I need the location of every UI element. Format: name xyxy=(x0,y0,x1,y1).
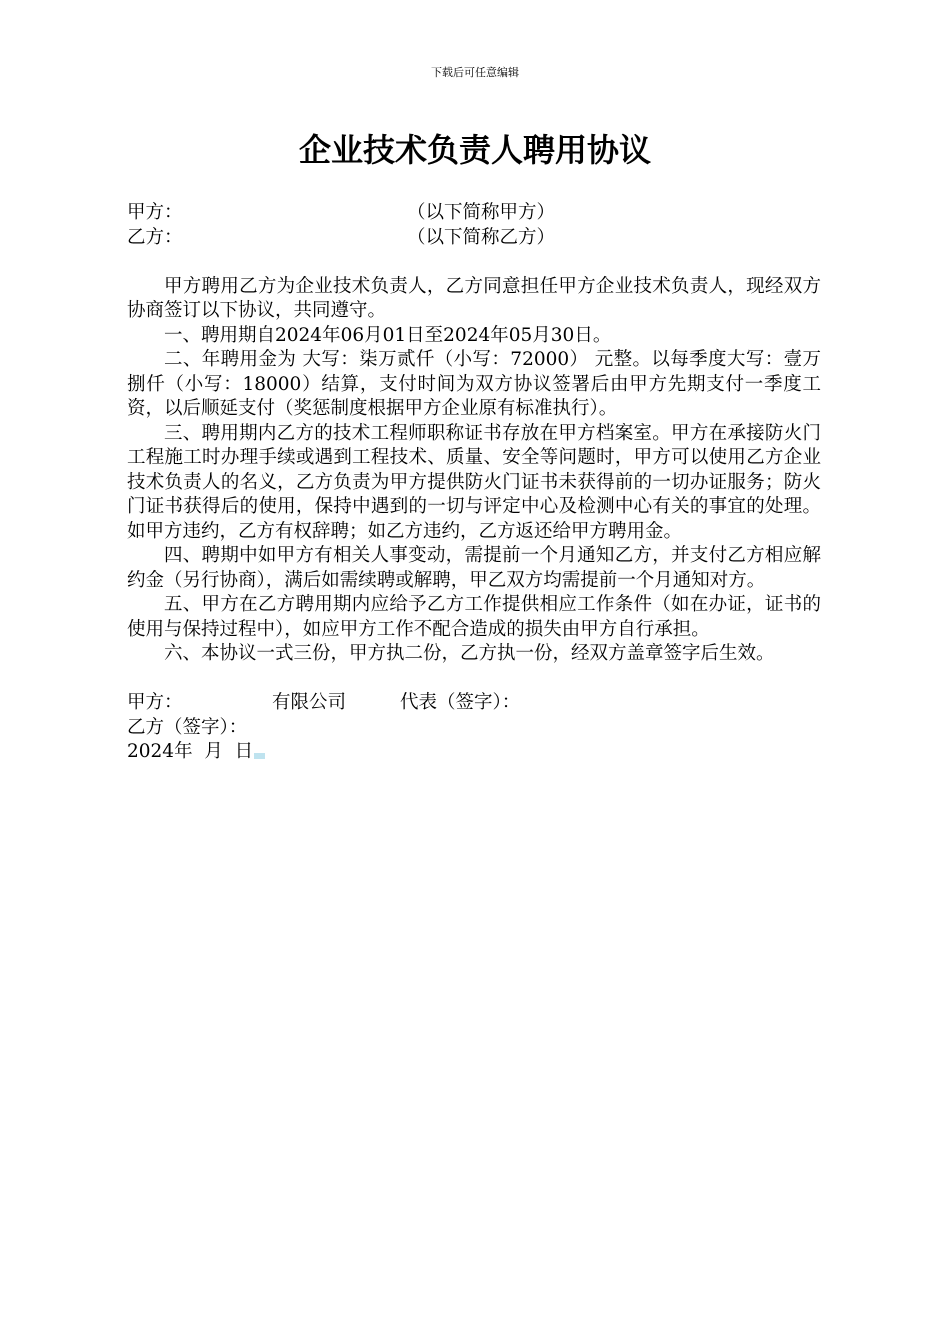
clause-2: 二、年聘用金为 大写：柒万贰仟（小写：72000） 元整。以每季度大写：壹万捌仟（小写：18000）结算，支付时间为双方协议签署后由甲方先期支付一季度工资，以后顺延支付（奖惩制度根据甲方企业原有标准执行）。 xyxy=(127,349,821,419)
party-a-label: 甲方： xyxy=(127,202,183,223)
header-note: 下载后可任意编辑 xyxy=(431,66,519,79)
intro-paragraph: 甲方聘用乙方为企业技术负责人，乙方同意担任甲方企业技术负责人，现经双方协商签订以下协议，共同遵守。 xyxy=(127,275,821,321)
spacer xyxy=(127,250,821,275)
party-b-label: 乙方： xyxy=(127,226,183,248)
party-a-note: （以下简称甲方） xyxy=(407,202,556,223)
signature-party-b: 乙方（签字）： xyxy=(127,716,248,738)
signature-party-a-row xyxy=(127,691,821,716)
clause-3: 三、聘用期内乙方的技术工程师职称证书存放在甲方档案室。甲方在承接防火门工程施工时办理手续或遇到工程技术、质量、安全等问题时，甲方可以使用乙方企业技术负责人的名义，乙方负责为甲方提供防火门证书未获得前的一切办证服务；防火门证书获得后的使用，保持中遇到的一切与评定中心及检测中心有关的事宜的处理。如甲方违约，乙方有权辞聘；如乙方违约，乙方返还给甲方聘用金。 xyxy=(127,422,821,542)
document-title: 企业技术负责人聘用协议 xyxy=(298,131,651,169)
clause-1: 一、聘用期自2024年06月01日至2024年05月30日。 xyxy=(164,324,612,346)
party-b-line xyxy=(127,226,821,251)
signature-date-row xyxy=(127,740,821,765)
text-cursor-marker xyxy=(254,753,265,759)
document-body xyxy=(127,201,821,765)
signature-company: 有限公司 xyxy=(272,692,347,713)
signature-date: 2024年 月 日 xyxy=(127,741,254,762)
clause-5: 五、甲方在乙方聘用期内应给予乙方工作提供相应工作条件（如在办证，证书的使用与保持过程中），如应甲方工作不配合造成的损失由甲方自行承担。 xyxy=(127,594,821,640)
clause-4: 四、聘期中如甲方有相关人事变动，需提前一个月通知乙方，并支付乙方相应解约金（另行协商），满后如需续聘或解聘，甲乙双方均需提前一个月通知对方。 xyxy=(127,545,821,591)
spacer xyxy=(127,667,821,692)
signature-party-b-row xyxy=(127,716,821,741)
clause-6: 六、本协议一式三份，甲方执二份，乙方执一份，经双方盖章签字后生效。 xyxy=(164,643,775,664)
party-b-note: （以下简称乙方） xyxy=(407,226,556,248)
party-a-line xyxy=(127,201,821,226)
signature-representative: 代表（签字）： xyxy=(400,692,521,713)
signature-party-a-label: 甲方： xyxy=(127,692,183,713)
